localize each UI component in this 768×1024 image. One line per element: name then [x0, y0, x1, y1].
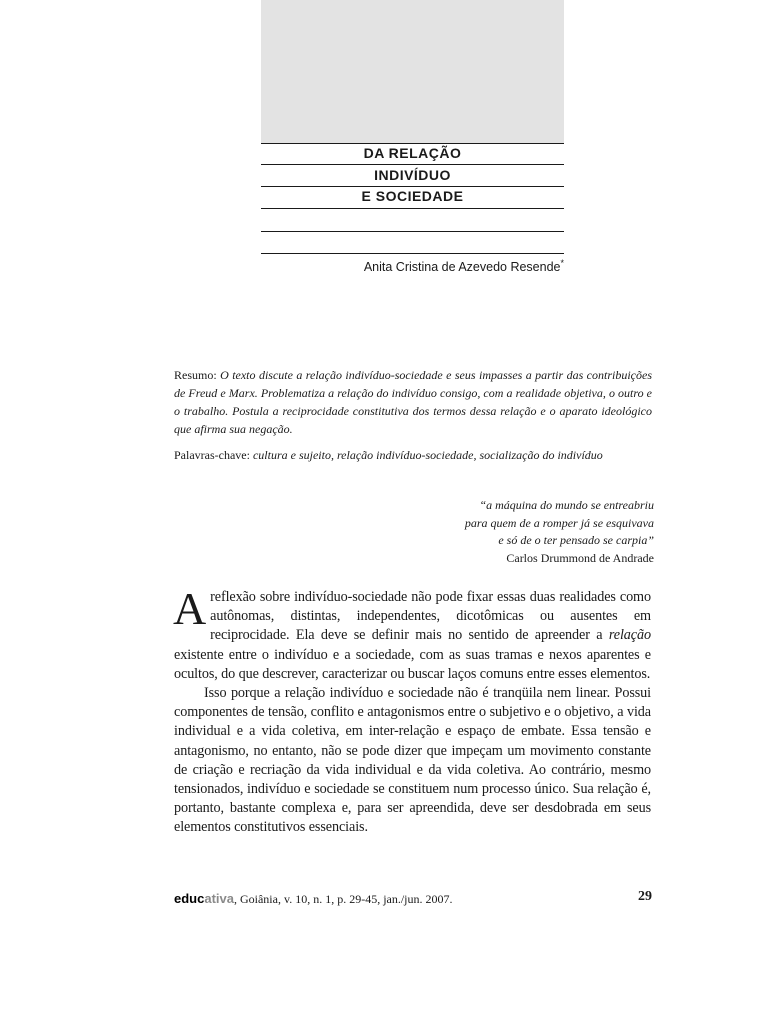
title-line-2: INDIVÍDUO: [374, 167, 451, 183]
p1-text-b: existente entre o indivíduo e a sociedade, com as suas tramas e nexos aparentes e ocultos, do que descrever, caracterizar ou buscar laços comuns entre esses elementos.: [174, 646, 651, 682]
title-rule-3: [261, 208, 564, 209]
title-line-1: DA RELAÇÃO: [363, 145, 462, 161]
body-paragraph-1: [173, 583, 651, 684]
epigraph: [380, 497, 654, 567]
abstract-label: Resumo:: [174, 368, 217, 382]
author-line: [261, 258, 564, 274]
keywords: [174, 446, 652, 464]
title-rule-5: [261, 253, 564, 254]
p1-emphasis: relação: [608, 627, 651, 644]
header-gray-box: [261, 0, 564, 143]
title-line-3: E SOCIEDADE: [361, 188, 464, 204]
epigraph-line-3: e só de o ter pensado se carpia”: [498, 533, 654, 547]
journal-logo-part-1: educ: [174, 891, 205, 906]
title-rule-4: [261, 231, 564, 232]
footer-citation: , Goiânia, v. 10, n. 1, p. 29-45, jan./jun. 2007.: [233, 892, 453, 906]
keywords-text: cultura e sujeito, relação indivíduo-sociedade, socialização do indivíduo: [252, 448, 603, 462]
abstract: [174, 366, 652, 438]
page-number: 29: [638, 889, 652, 904]
epigraph-poet: Carlos Drummond de Andrade: [506, 550, 654, 565]
body-paragraph-2: Isso porque a relação indivíduo e sociedade não é tranqüila nem linear. Possui componentes de tensão, conflito e antagonismos entre o subjetivo e o objetivo, a vida individual e a vida coletiva, em inter-relação e espaço de embate. Essa tensão e antagonismo, no entanto, não se pode dizer que impeçam um movimento constante de criação e recriação da vida individual e da vida coletiva. Ao contrário, mesmo tensionados, indivíduo e sociedade se constituem num processo único. Sua relação é, portanto, bastante complexa e, para ser apreendida, deve ser desdobrada em seus elementos constitutivos essenciais.: [174, 685, 651, 836]
epigraph-line-2: para quem de a romper já se esquivava: [464, 515, 654, 530]
author-name: Anita Cristina de Azevedo Resende: [363, 260, 561, 275]
abstract-text: O texto discute a relação indivíduo-sociedade e seus impasses a partir das contribuições de Freud e Marx. Problematiza a relação do indivíduo consigo, com a realidade objetiva, o outro e o trabalho. Postula a reciprocidade constitutiva dos termos dessa relação e o aparato ideológico que afirma sua negação.: [174, 368, 653, 436]
author-footnote-mark: *: [560, 258, 564, 268]
epigraph-line-1: “a máquina do mundo se entreabriu: [479, 498, 654, 512]
body-text: [173, 583, 651, 838]
drop-cap: A: [173, 583, 207, 634]
keywords-label: Palavras-chave:: [174, 448, 250, 462]
journal-logo-part-2: ativa: [204, 891, 234, 906]
footer: [174, 891, 652, 907]
p1-text-a: reflexão sobre indivíduo-sociedade não pode fixar essas duas realidades como autônomas, distintas, independentes, dicotômicas ou ausentes em reciprocidade. Ela deve se definir mais no sentido de apreender a: [210, 589, 651, 644]
